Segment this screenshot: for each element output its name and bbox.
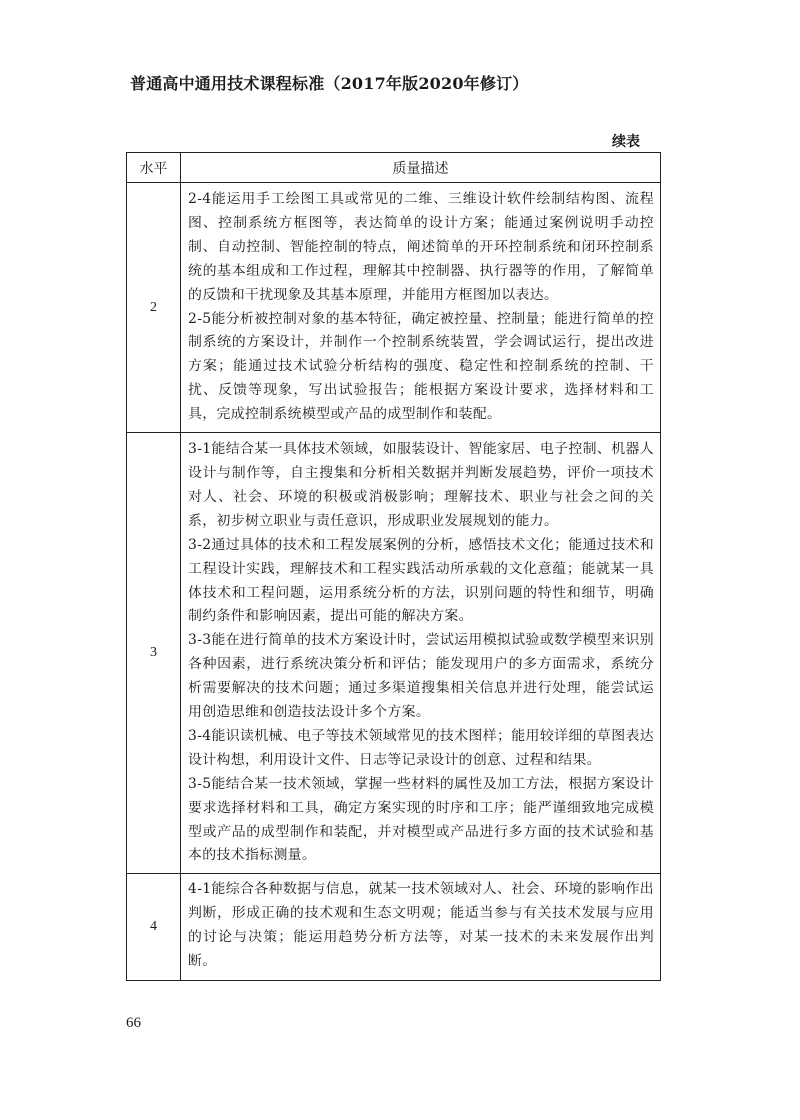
running-head: 普通高中通用技术课程标准（2017年版2020年修订） — [130, 74, 529, 93]
table-row — [127, 433, 661, 874]
description-cell — [181, 874, 661, 981]
description-item: 3-4能识读机械、电子等技术领域常见的技术图样；能用较详细的草图表达设计构想，利用设计文件、日志等记录设计的创意、过程和结果。 — [188, 727, 654, 768]
level-cell: 4 — [127, 874, 181, 981]
description-cell — [181, 183, 661, 433]
description-item: 3-5能结合某一技术领域，掌握一些材料的属性及加工方法，根据方案设计要求选择材料和工具，确定方案实现的时序和工序；能严谨细致地完成模型或产品的成型制作和装配，并对模型或产品进行多方面的技术试验和基本的技术指标测量。 — [188, 775, 654, 864]
description-cell — [181, 433, 661, 874]
page-number: 66 — [126, 1015, 141, 1031]
table-row — [127, 874, 661, 981]
description-item: 3-3能在进行简单的技术方案设计时，尝试运用模拟试验或数学模型来识别各种因素，进行系统决策分析和评估；能发现用户的多方面需求，系统分析需要解决的技术问题；通过多渠道搜集相关信息并进行处理，能尝试运用创造思维和创造技法设计多个方案。 — [188, 632, 654, 721]
description-item: 2-4能运用手工绘图工具或常见的二维、三维设计软件绘制结构图、流程图、控制系统方框图等，表达简单的设计方案；能通过案例说明手动控制、自动控制、智能控制的特点，阐述简单的开环控制系统和闭环控制系统的基本组成和工作过程，理解其中控制器、执行器等的作用，了解简单的反馈和干扰现象及其基本原理，并能用方框图加以表达。 — [188, 191, 654, 303]
level-cell: 2 — [127, 183, 181, 433]
description-item: 4-1能综合各种数据与信息，就某一技术领域对人、社会、环境的影响作出判断，形成正确的技术观和生态文明观；能适当参与有关技术发展与应用的讨论与决策；能运用趋势分析方法等，对某一技术的未来发展作出判断。 — [188, 881, 654, 970]
description-item: 2-5能分析被控制对象的基本特征，确定被控量、控制量；能进行简单的控制系统的方案设计，并制作一个控制系统装置，学会调试运行，提出改进方案；能通过技术试验分析结构的强度、稳定性和控制系统的控制、干扰、反馈等现象，写出试验报告；能根据方案设计要求，选择材料和工具，完成控制系统模型或产品的成型制作和装配。 — [188, 310, 654, 423]
table-row — [127, 183, 661, 433]
column-header-description: 质量描述 — [181, 153, 661, 183]
table-header-row — [127, 153, 661, 183]
quality-description-table — [126, 152, 661, 981]
column-header-level: 水平 — [127, 153, 181, 183]
continued-label: 续表 — [612, 134, 640, 150]
level-cell: 3 — [127, 433, 181, 874]
description-item: 3-2通过具体的技术和工程发展案例的分析，感悟技术文化；能通过技术和工程设计实践，理解技术和工程实践活动所承载的文化意蕴；能就某一具体技术和工程问题，运用系统分析的方法，识别问题的特性和细节，明确制约条件和影响因素，提出可能的解决方案。 — [188, 536, 654, 625]
description-item: 3-1能结合某一具体技术领域，如服装设计、智能家居、电子控制、机器人设计与制作等，自主搜集和分析相关数据并判断发展趋势，评价一项技术对人、社会、环境的积极或消极影响；理解技术、职业与社会之间的关系，初步树立职业与责任意识，形成职业发展规划的能力。 — [188, 441, 654, 529]
